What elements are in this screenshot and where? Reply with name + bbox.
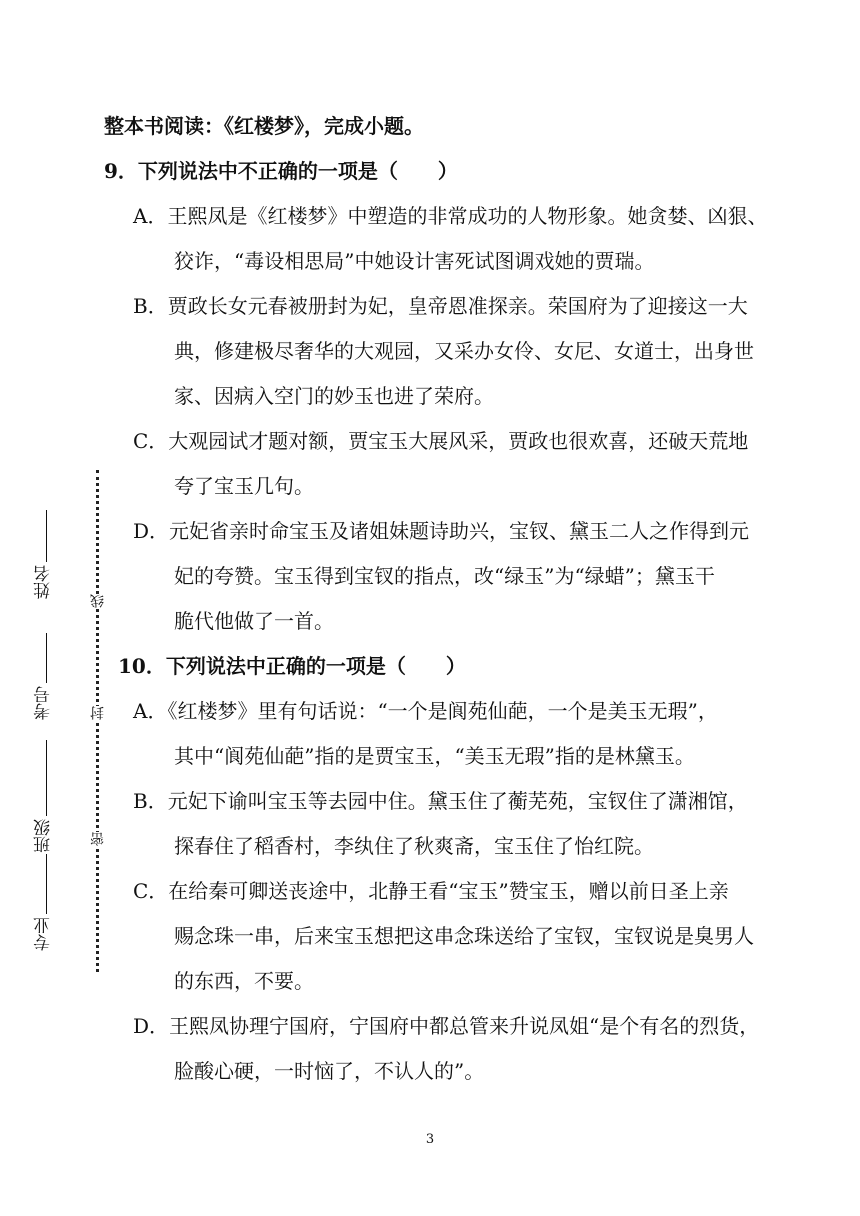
q10-option-a-line1: A．《红楼梦》里有句话说：“一个是阆苑仙葩，一个是美玉无瑕”， bbox=[133, 699, 718, 723]
q10-option-b-line2: 探春住了稻香村，李纨住了秋爽斋，宝玉住了怡红院。 bbox=[174, 834, 654, 858]
binding-dotted-line bbox=[96, 470, 99, 972]
binding-char-mi: 密 bbox=[90, 832, 106, 846]
exam-number-blank[interactable] bbox=[46, 633, 47, 683]
exam-number-field-label: 考号 bbox=[34, 686, 54, 720]
q10-option-d-line1: D．王熙凤协理宁国府，宁国府中都总管来升说凤姐“是个有名的烈货， bbox=[133, 1014, 760, 1038]
q9-option-b-line3: 家、因病入空门的妙玉也进了荣府。 bbox=[174, 384, 494, 408]
page-number: 3 bbox=[425, 1132, 435, 1147]
q10-option-c-line2: 赐念珠一串，后来宝玉想把这串念珠送给了宝钗，宝钗说是臭男人 bbox=[174, 924, 754, 948]
question-10-stem: 10．下列说法中正确的一项是（ ） bbox=[118, 654, 466, 678]
q10-option-d-line2: 脸酸心硬，一时恼了，不认人的”。 bbox=[174, 1059, 485, 1083]
q10-option-c-line1: C．在给秦可卿送丧途中，北静王看“宝玉”赞宝玉，赠以前日圣上亲 bbox=[133, 879, 729, 903]
q10-option-b-line1: B．元妃下谕叫宝玉等去园中住。黛玉住了蘅芜苑，宝钗住了潇湘馆， bbox=[133, 789, 748, 813]
binding-char-xian: 线 bbox=[90, 594, 106, 608]
q9-option-c-line1: C．大观园试才题对额，贾宝玉大展风采，贾政也很欢喜，还破天荒地 bbox=[133, 429, 749, 453]
reading-instruction: 整本书阅读：《红楼梦》，完成小题。 bbox=[104, 114, 424, 138]
major-blank[interactable] bbox=[46, 854, 47, 914]
q9-option-d-line2: 妃的夸赞。宝玉得到宝钗的指点，改“绿玉”为“绿蜡”；黛玉干 bbox=[174, 564, 715, 588]
q10-option-a-line2: 其中“阆苑仙葩”指的是贾宝玉，“美玉无瑕”指的是林黛玉。 bbox=[174, 744, 695, 768]
name-blank[interactable] bbox=[46, 510, 47, 562]
q9-option-b-line2: 典，修建极尽奢华的大观园，又采办女伶、女尼、女道士，出身世 bbox=[174, 339, 754, 363]
q9-option-a-line1: A．王熙凤是《红楼梦》中塑造的非常成功的人物形象。她贪婪、凶狠、 bbox=[133, 204, 768, 228]
q9-option-a-line2: 狡诈，“毒设相思局”中她设计害死试图调戏她的贾瑞。 bbox=[174, 249, 655, 273]
q9-option-b-line1: B．贾政长女元春被册封为妃，皇帝恩准探亲。荣国府为了迎接这一大 bbox=[133, 294, 748, 318]
class-blank[interactable] bbox=[46, 740, 47, 816]
q9-option-c-line2: 夸了宝玉几句。 bbox=[174, 474, 314, 498]
binding-char-feng: 封 bbox=[90, 706, 106, 720]
q9-option-d-line1: D．元妃省亲时命宝玉及诸姐妹题诗助兴，宝钗、黛玉二人之作得到元 bbox=[133, 519, 750, 543]
class-field-label: 班级 bbox=[34, 819, 54, 853]
name-field-label: 姓名 bbox=[34, 565, 54, 599]
q9-option-d-line3: 脆代他做了一首。 bbox=[174, 609, 334, 633]
q10-option-c-line3: 的东西，不要。 bbox=[174, 969, 314, 993]
question-9-stem: 9．下列说法中不正确的一项是（ ） bbox=[104, 159, 458, 183]
major-field-label: 专业 bbox=[34, 917, 54, 951]
